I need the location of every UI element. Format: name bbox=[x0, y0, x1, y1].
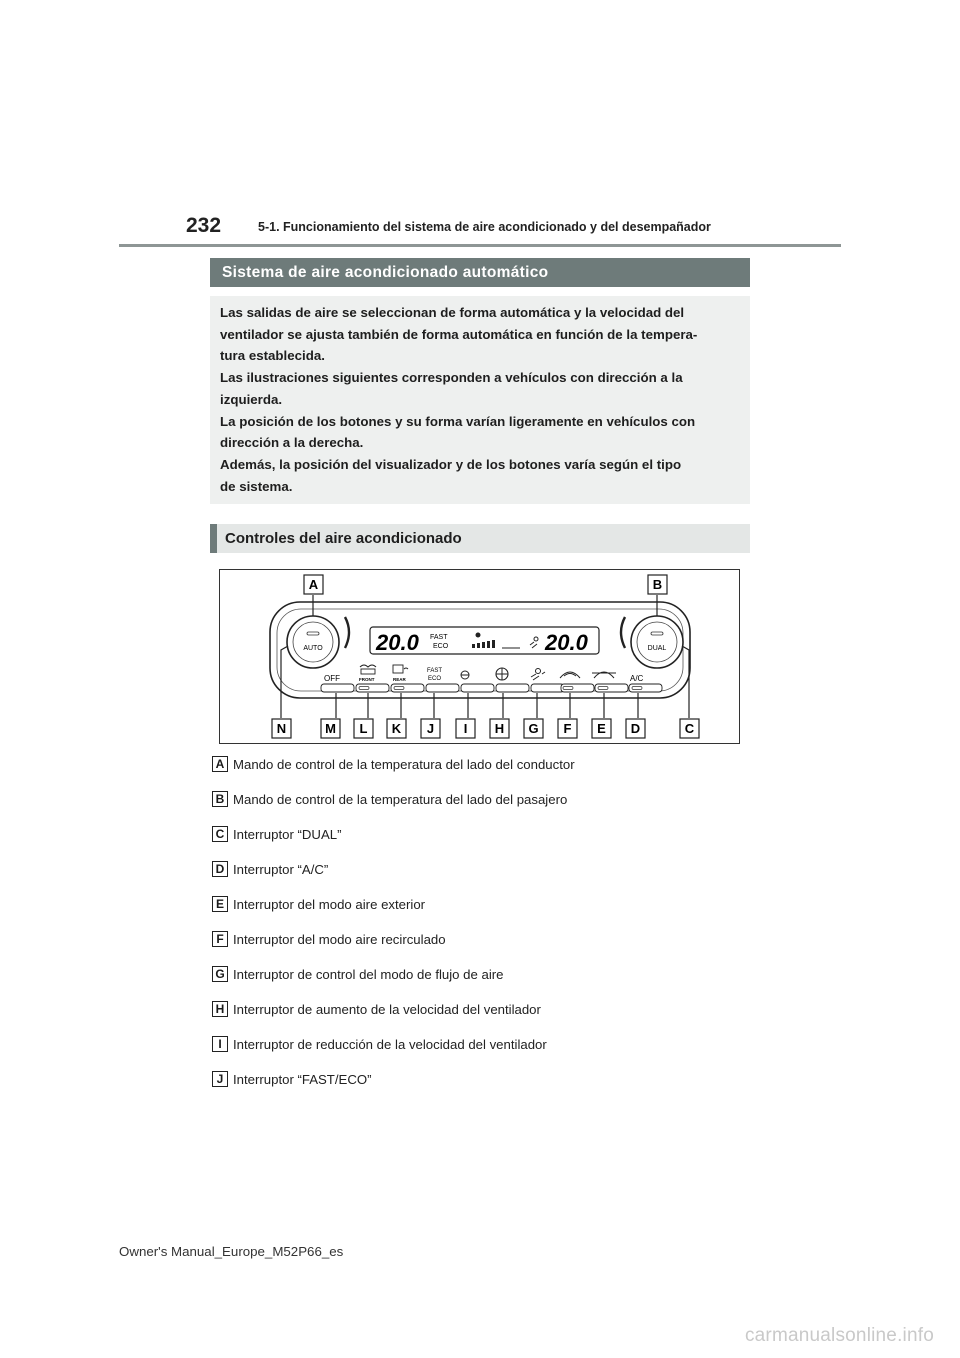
intro-line: La posición de los botones y su forma varían ligeramente en vehículos con bbox=[220, 413, 696, 429]
callout-b bbox=[648, 575, 667, 594]
svg-text:G: G bbox=[528, 721, 539, 736]
fan-down-icon bbox=[461, 671, 469, 679]
legend-item bbox=[212, 1000, 541, 1018]
legend-item bbox=[212, 1035, 547, 1053]
callout-d bbox=[626, 719, 645, 738]
left-temp-knob bbox=[287, 616, 339, 668]
recirculate-button[interactable] bbox=[561, 684, 594, 692]
legend-letter: I bbox=[212, 1036, 228, 1052]
climate-panel-figure bbox=[219, 569, 740, 744]
legend-item bbox=[212, 860, 328, 878]
svg-text:E: E bbox=[597, 721, 606, 736]
off-button[interactable] bbox=[321, 684, 354, 692]
callout-n bbox=[272, 719, 291, 738]
svg-text:D: D bbox=[630, 721, 641, 736]
svg-text:J: J bbox=[426, 721, 435, 736]
legend-text: Interruptor de aumento de la velocidad del ventilador bbox=[233, 1001, 541, 1017]
front-defrost-icon bbox=[360, 665, 376, 674]
eco-button-label: ECO bbox=[428, 676, 442, 682]
page-number: 232 bbox=[186, 214, 222, 237]
svg-text:N: N bbox=[276, 721, 287, 736]
right-bracket bbox=[621, 617, 625, 648]
airflow-mode-button[interactable] bbox=[531, 684, 564, 692]
legend-letter: C bbox=[212, 826, 228, 842]
intro-line: Las ilustraciones siguientes corresponden a vehículos con dirección a la bbox=[220, 370, 683, 386]
front-label: FRONT bbox=[359, 677, 375, 682]
legend-text: Interruptor de reducción de la velocidad del ventilador bbox=[233, 1036, 547, 1052]
watermark: carmanualsonline.info bbox=[744, 1325, 934, 1346]
legend-item bbox=[212, 755, 575, 773]
right-temp-knob bbox=[631, 616, 683, 668]
legend-item bbox=[212, 895, 425, 913]
svg-text:C: C bbox=[684, 721, 695, 736]
svg-text:B: B bbox=[652, 577, 663, 592]
legend-letter: B bbox=[212, 791, 228, 807]
legend-letter: G bbox=[212, 966, 228, 982]
legend-text: Mando de control de la temperatura del lado del pasajero bbox=[233, 791, 568, 807]
callout-k bbox=[387, 719, 406, 738]
callout-a bbox=[304, 575, 323, 594]
eco-indicator: ECO bbox=[433, 643, 449, 650]
legend-text: Interruptor “FAST/ECO” bbox=[233, 1071, 372, 1087]
intro-line: ventilador se ajusta también de forma automática en función de la tempera- bbox=[220, 326, 698, 342]
fast-button-label: FAST bbox=[427, 668, 443, 674]
legend-letter: E bbox=[212, 896, 228, 912]
fan-down-button[interactable] bbox=[461, 684, 494, 692]
legend-text: Interruptor del modo aire exterior bbox=[233, 896, 426, 912]
ac-label: A/C bbox=[630, 674, 644, 683]
legend-letter: F bbox=[212, 931, 228, 947]
rear-defrost-icon bbox=[393, 665, 408, 673]
header-rule bbox=[119, 244, 841, 247]
svg-text:K: K bbox=[391, 721, 402, 736]
legend-item bbox=[212, 930, 446, 948]
legend-text: Interruptor del modo aire recirculado bbox=[233, 931, 446, 947]
legend-text: Interruptor de control del modo de flujo de aire bbox=[233, 966, 504, 982]
callout-f bbox=[558, 719, 577, 738]
callout-e bbox=[592, 719, 611, 738]
section-title: 5-1. Funcionamiento del sistema de aire acondicionado y del desempañador bbox=[258, 220, 711, 234]
svg-text:H: H bbox=[494, 721, 505, 736]
legend-item bbox=[212, 1070, 372, 1088]
right-temperature: 20.0 bbox=[545, 630, 588, 655]
fan-up-icon bbox=[496, 668, 508, 680]
legend-text: Mando de control de la temperatura del lado del conductor bbox=[233, 756, 575, 772]
legend-letter: A bbox=[212, 756, 228, 772]
intro-line: Además, la posición del visualizador y de los botones varía según el tipo bbox=[220, 456, 682, 472]
section-banner: Sistema de aire acondicionado automático bbox=[210, 258, 750, 287]
fan-up-button[interactable] bbox=[496, 684, 529, 692]
intro-box bbox=[210, 296, 750, 504]
intro-line: tura establecida. bbox=[220, 348, 325, 364]
legend-letter: J bbox=[212, 1071, 228, 1087]
off-label: OFF bbox=[324, 674, 340, 683]
callout-l bbox=[354, 719, 373, 738]
legend-text: Interruptor “A/C” bbox=[233, 861, 329, 877]
fast-indicator: FAST bbox=[430, 634, 448, 641]
callout-m bbox=[321, 719, 340, 738]
rear-defrost-button[interactable] bbox=[391, 684, 424, 692]
dual-label: DUAL bbox=[647, 645, 667, 652]
legend-item bbox=[212, 790, 567, 808]
outside-air-button[interactable] bbox=[595, 684, 628, 692]
outside-air-icon bbox=[592, 672, 616, 678]
fan-display-icon bbox=[476, 633, 481, 638]
controls-subheading: Controles del aire acondicionado bbox=[210, 524, 750, 553]
left-temperature: 20.0 bbox=[376, 630, 419, 655]
callout-j bbox=[421, 719, 440, 738]
climate-panel-illustration bbox=[220, 570, 739, 743]
intro-line: izquierda. bbox=[220, 391, 283, 407]
legend-letter: H bbox=[212, 1001, 228, 1017]
intro-line: dirección a la derecha. bbox=[220, 435, 364, 451]
auto-label: AUTO bbox=[303, 645, 323, 652]
callout-c bbox=[680, 719, 699, 738]
legend-letter: D bbox=[212, 861, 228, 877]
legend-text: Interruptor “DUAL” bbox=[233, 826, 342, 842]
intro-line: de sistema. bbox=[220, 478, 293, 494]
display-screen bbox=[370, 627, 599, 655]
button-pills bbox=[321, 684, 662, 692]
recirculate-icon bbox=[560, 672, 580, 678]
callout-i bbox=[456, 719, 475, 738]
svg-text:A: A bbox=[308, 577, 319, 592]
svg-text:M: M bbox=[325, 721, 336, 736]
svg-text:F: F bbox=[563, 721, 572, 736]
footer-text: Owner's Manual_Europe_M52P66_es bbox=[119, 1244, 344, 1259]
svg-text:I: I bbox=[463, 721, 468, 736]
ac-button[interactable] bbox=[629, 684, 662, 692]
svg-text:L: L bbox=[359, 721, 368, 736]
callout-g bbox=[524, 719, 543, 738]
callout-h bbox=[490, 719, 509, 738]
bottom-leader-lines bbox=[281, 646, 689, 718]
rear-label: REAR bbox=[393, 677, 406, 682]
intro-line: Las salidas de aire se seleccionan de forma automática y la velocidad del bbox=[220, 305, 685, 320]
left-bracket bbox=[345, 617, 349, 648]
legend-item bbox=[212, 965, 504, 983]
legend-item bbox=[212, 825, 341, 843]
fast-eco-button[interactable] bbox=[426, 684, 459, 692]
airflow-mode-icon bbox=[531, 669, 545, 681]
front-defrost-button[interactable] bbox=[356, 684, 389, 692]
